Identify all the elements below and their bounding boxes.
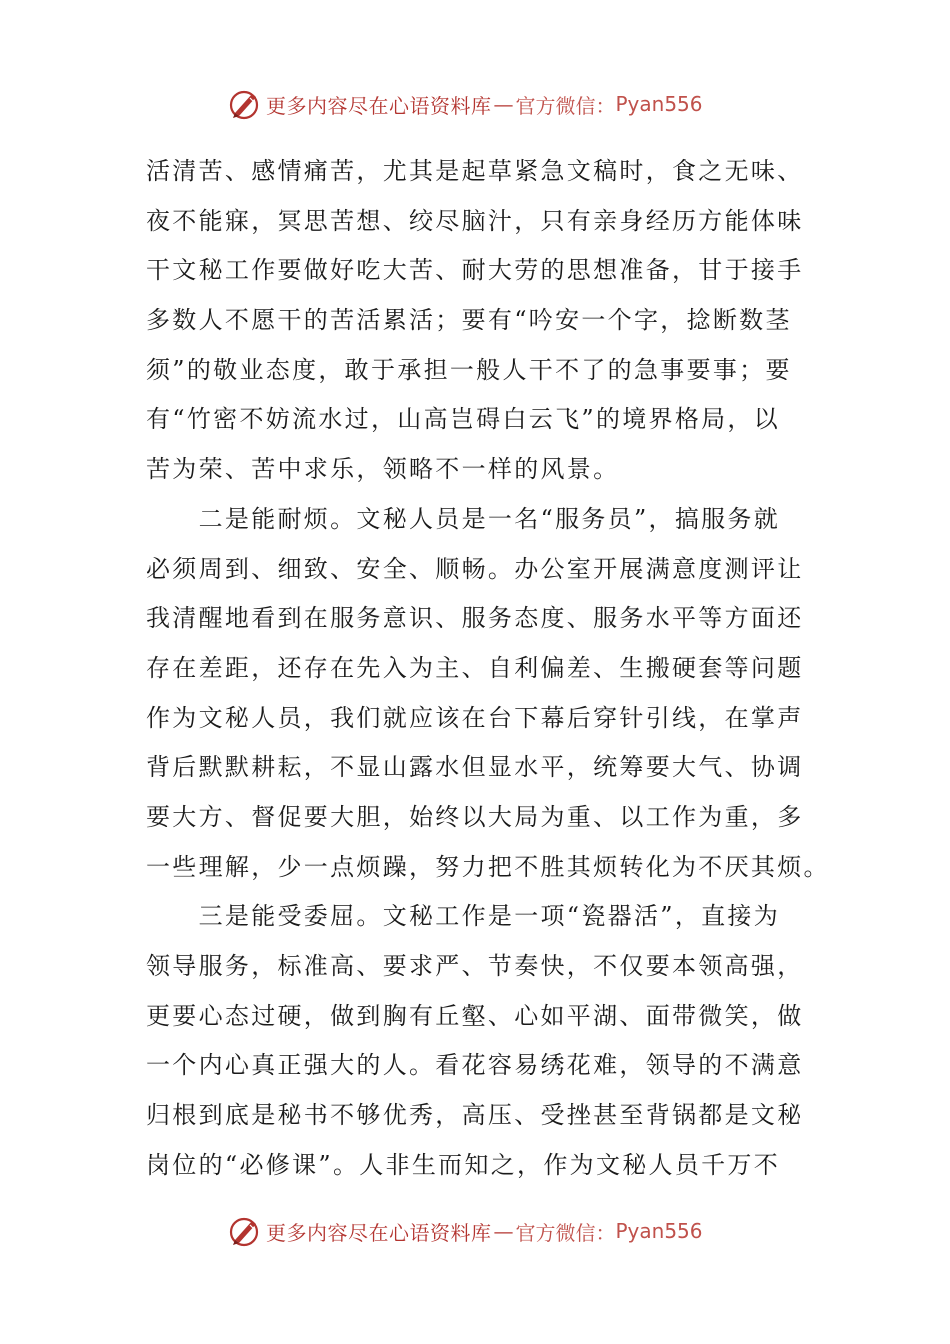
- text-line: 活清苦、感情痛苦，尤其是起草紧急文稿时，食之无味、: [146, 157, 804, 185]
- text-line: 作为文秘人员，我们就应该在台下幕后穿针引线，在掌声: [146, 703, 804, 732]
- text-line: 多数人不愿干的苦活累活；要有“吟安一个字，捻断数茎: [146, 306, 792, 335]
- pen-logo-icon: [226, 1213, 262, 1249]
- text-line: 一个内心真正强大的人。看花容易绣花难，领导的不满意: [146, 1051, 804, 1080]
- watermark-dash: —: [493, 92, 514, 116]
- watermark-dash: —: [493, 1219, 514, 1243]
- body-text: [146, 147, 830, 1190]
- text-line: 领导服务，标准高、要求严、节奏快，不仅要本领高强，: [146, 952, 804, 980]
- header-watermark: [226, 82, 746, 126]
- text-line: 有“竹密不妨流水过，山高岂碍白云飞”的境界格局，以: [146, 405, 781, 434]
- text-line: 岗位的“必修课”。人非生而知之，作为文秘人员千万不: [146, 1150, 781, 1179]
- text-line: 必须周到、细致、安全、顺畅。办公室开展满意度测评让: [146, 554, 804, 583]
- text-line: 更要心态过硬，做到胸有丘壑、心如平湖、面带微笑，做: [146, 1001, 804, 1030]
- watermark-brand: 更多内容尽在心语资料库: [266, 1220, 492, 1245]
- watermark-brand: 更多内容尽在心语资料库: [266, 93, 492, 118]
- pen-logo-icon: [226, 86, 262, 122]
- text-line: 归根到底是秘书不够优秀，高压、受挫甚至背锅都是文秘: [146, 1101, 804, 1130]
- text-line: 我清醒地看到在服务意识、服务态度、服务水平等方面还: [146, 604, 804, 633]
- text-line: 苦为荣、苦中求乐，领略不一样的风景。: [146, 455, 620, 484]
- text-line: 背后默默耕耘，不显山露水但显水平，统筹要大气、协调: [146, 753, 804, 782]
- watermark-label: 官方微信：: [515, 1220, 616, 1245]
- text-line: 要大方、督促要大胆，始终以大局为重、以工作为重，多: [146, 802, 804, 831]
- text-line: 干文秘工作要做好吃大苦、耐大劳的思想准备，甘于接手: [146, 256, 804, 285]
- watermark-wechat-id: Pyan556: [615, 92, 703, 116]
- watermark-wechat-id: Pyan556: [615, 1219, 703, 1243]
- text-line: 须”的敬业态度，敢于承担一般人干不了的急事要事；要: [146, 355, 792, 384]
- text-line: 夜不能寐，冥思苦想、绞尽脑汁，只有亲身经历方能体味: [146, 206, 804, 235]
- paragraph-start-line: 三是能受委屈。文秘工作是一项“瓷器活”，直接为: [146, 902, 781, 931]
- footer-watermark: [226, 1209, 746, 1253]
- text-line: 一些理解，少一点烦躁，努力把不胜其烦转化为不厌其烦。: [146, 852, 830, 881]
- text-line: 存在差距，还存在先入为主、自利偏差、生搬硬套等问题: [146, 653, 804, 682]
- paragraph-start-line: 二是能耐烦。文秘人员是一名“服务员”，搞服务就: [146, 504, 781, 533]
- watermark-label: 官方微信：: [515, 93, 616, 118]
